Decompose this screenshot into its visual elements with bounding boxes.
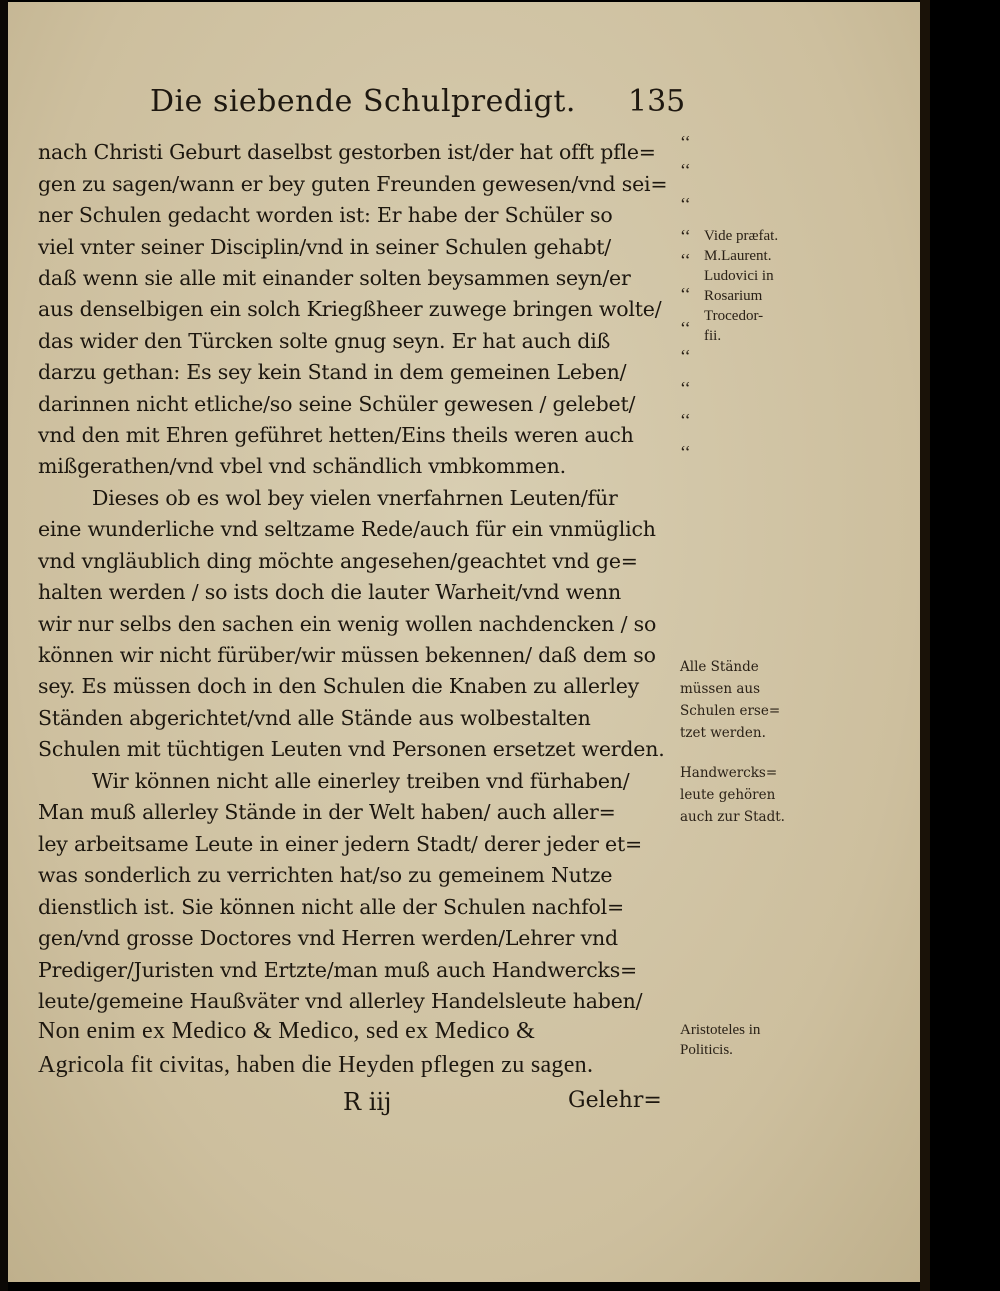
text-line: ner Schulen gedacht worden ist: Er habe der Schüler so (38, 203, 613, 227)
page-number: 135 (628, 84, 686, 119)
quote-mark: ‘‘ (680, 442, 691, 462)
text-line: gen/vnd grosse Doctores vnd Herren werden/Lehrer vnd (38, 926, 618, 950)
text-line: daß wenn sie alle mit einander solten beysammen seyn/er (38, 266, 631, 290)
text-line: Schulen mit tüchtigen Leuten vnd Personen ersetzet werden. (38, 737, 665, 761)
quote-mark: ‘‘ (680, 284, 691, 304)
quote-mark: ‘‘ (680, 378, 691, 398)
text-line: gen zu sagen/wann er bey guten Freunden gewesen/vnd sei= (38, 172, 668, 196)
quote-mark: ‘‘ (680, 318, 691, 338)
margin-note: Handwercks= leute gehören auch zur Stadt. (680, 765, 785, 825)
text-line: darinnen nicht etliche/so seine Schüler gewesen / gelebet/ (38, 392, 636, 416)
quote-mark: ‘‘ (680, 194, 691, 214)
text-line: vnd vngläublich ding möchte angesehen/geachtet vnd ge= (38, 549, 638, 573)
text-line: sey. Es müssen doch in den Schulen die Knaben zu allerley (38, 674, 640, 698)
text-line: wir nur selbs den sachen ein wenig wollen nachdencken / so (38, 612, 657, 636)
quote-mark: ‘‘ (680, 410, 691, 430)
running-head: Die siebende Schulpredigt. (150, 84, 576, 119)
text-line: können wir nicht fürüber/wir müssen bekennen/ daß dem so (38, 643, 656, 667)
page-edge-shadow (920, 0, 930, 1291)
left-edge (0, 0, 8, 1291)
quote-mark: ‘‘ (680, 132, 691, 152)
text-line: aus denselbigen ein solch Kriegßheer zuwege bringen wolte/ (38, 297, 662, 321)
text-line: vnd den mit Ehren geführet hetten/Eins theils weren auch (38, 423, 634, 447)
text-line: Prediger/Juristen vnd Ertzte/man muß auch Handwercks= (38, 958, 638, 982)
quote-mark: ‘‘ (680, 160, 691, 180)
text-line: Non enim ex Medico & Medico, sed ex Medico & (38, 1018, 536, 1044)
text-line: leute/gemeine Haußväter vnd allerley Handelsleute haben/ (38, 989, 643, 1013)
margin-note: Aristoteles in Politicis. (680, 1022, 761, 1058)
catchword: Gelehr= (568, 1088, 662, 1113)
text-line: Agricola fit civitas, haben die Heyden pflegen zu sagen. (38, 1052, 594, 1078)
text-line: dienstlich ist. Sie können nicht alle der Schulen nachfol= (38, 895, 624, 919)
text-line: Ständen abgerichtet/vnd alle Stände aus wolbestalten (38, 706, 591, 730)
margin-note: Alle Stände müssen aus Schulen erse= tzet werden. (680, 659, 781, 741)
text-line: nach Christi Geburt daselbst gestorben ist/der hat offt pfle= (38, 140, 656, 164)
quote-mark: ‘‘ (680, 346, 691, 366)
text-line: eine wunderliche vnd seltzame Rede/auch für ein vnmüglich (38, 517, 656, 541)
quote-mark: ‘‘ (680, 250, 691, 270)
text-line: mißgerathen/vnd vbel vnd schändlich vmbkommen. (38, 454, 566, 478)
text-line: was sonderlich zu verrichten hat/so zu gemeinem Nutze (38, 863, 613, 887)
text-line: halten werden / so ists doch die lauter Warheit/vnd wenn (38, 580, 621, 604)
text-line: darzu gethan: Es sey kein Stand in dem gemeinen Leben/ (38, 360, 627, 384)
text-line: Wir können nicht alle einerley treiben vnd fürhaben/ (92, 769, 630, 793)
text-line: Man muß allerley Stände in der Welt haben/ auch aller= (38, 800, 616, 824)
text-line: viel vnter seiner Disciplin/vnd in seiner Schulen gehabt/ (38, 235, 612, 259)
background (930, 0, 1000, 1291)
text-line: Dieses ob es wol bey vielen vnerfahrnen Leuten/für (92, 486, 618, 510)
text-line: ley arbeitsame Leute in einer jedern Stadt/ derer jeder et= (38, 832, 642, 856)
signature-mark: R iij (343, 1088, 392, 1116)
text-line: das wider den Türcken solte gnug seyn. Er hat auch diß (38, 329, 611, 353)
quote-mark: ‘‘ (680, 226, 691, 246)
margin-note: Vide præfat. M.Laurent. Ludovici in Rosarium Trocedor- fii. (704, 228, 779, 344)
